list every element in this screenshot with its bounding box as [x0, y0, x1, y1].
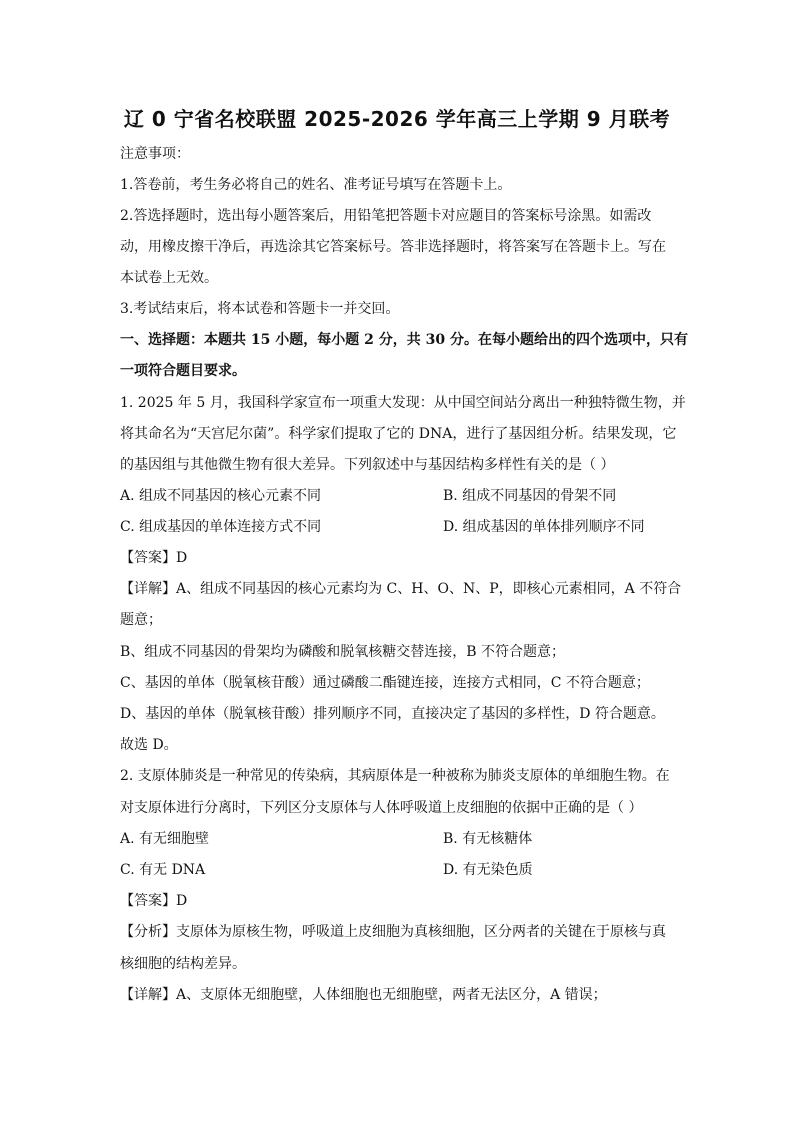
q2-option-c: C. 有无 DNA: [120, 862, 206, 878]
q1-option-d: D. 组成基因的单体排列顺序不同: [443, 519, 645, 535]
notice-item: 2.答选择题时，选出每小题答案后，用铅笔把答题卡对应题目的答案标号涂黑。如需改: [120, 208, 652, 224]
q1-explain: D、基因的单体（脱氧核苷酸）排列顺序不同，直接决定了基因的多样性，D 符合题意。: [120, 706, 665, 722]
section-heading: 一、选择题：本题共 15 小题，每小题 2 分，共 30 分。在每小题给出的四个选项中，只有: [120, 332, 688, 348]
notice-item: 本试卷上无效。: [120, 270, 218, 286]
q1-explain: 【详解】A、组成不同基因的核心元素均为 C、H、O、N、P，即核心元素相同，A 不符合: [120, 581, 682, 597]
q1-explain: B、组成不同基因的骨架均为磷酸和脱氧核糖交替连接，B 不符合题意；: [120, 644, 566, 660]
notice-item: 3.考试结束后，将本试卷和答题卡一并交回。: [120, 301, 400, 317]
notice-item: 1.答卷前，考生务必将自己的姓名、准考证号填写在答题卡上。: [120, 177, 512, 193]
q1-option-a: A. 组成不同基因的核心元素不同: [120, 488, 322, 504]
q1-stem: 将其命名为“天宫尼尔菌”。科学家们提取了它的 DNA，进行了基因组分析。结果发现，它: [120, 426, 677, 442]
notice-item: 动，用橡皮擦干净后，再选涂其它答案标号。答非选择题时，将答案写在答题卡上。写在: [120, 239, 666, 255]
q2-answer: 【答案】D: [120, 893, 188, 909]
page-title: 辽 0 宁省名校联盟 2025-2026 学年高三上学期 9 月联考: [123, 107, 671, 131]
q1-option-b: B. 组成不同基因的骨架不同: [443, 488, 617, 504]
section-heading-cont: 一项符合题目要求。: [120, 363, 246, 379]
q2-option-d: D. 有无染色质: [443, 862, 533, 878]
q1-stem: 1. 2025 年 5 月，我国科学家宣布一项重大发现：从中国空间站分离出一种独特微生物，并: [120, 395, 686, 411]
q1-explain: 题意；: [120, 612, 162, 628]
q1-stem: 的基因组与其他微生物有很大差异。下列叙述中与基因结构多样性有关的是（ ）: [120, 457, 615, 473]
notice-heading: 注意事项：: [120, 146, 190, 162]
q2-option-a: A. 有无细胞壁: [120, 831, 210, 847]
q1-explain: 故选 D。: [120, 737, 178, 753]
q2-analysis: 核细胞的结构差异。: [120, 956, 246, 972]
q2-analysis: 【分析】支原体为原核生物，呼吸道上皮细胞为真核细胞，区分两者的关键在于原核与真: [120, 924, 666, 940]
q1-answer: 【答案】D: [120, 550, 188, 566]
q2-stem: 对支原体进行分离时，下列区分支原体与人体呼吸道上皮细胞的依据中正确的是（ ）: [120, 800, 643, 816]
q1-option-c: C. 组成基因的单体连接方式不同: [120, 519, 322, 535]
q2-option-b: B. 有无核糖体: [443, 831, 533, 847]
q2-stem: 2. 支原体肺炎是一种常见的传染病，其病原体是一种被称为肺炎支原体的单细胞生物。在: [120, 768, 670, 784]
q2-detail: 【详解】A、支原体无细胞壁，人体细胞也无细胞壁，两者无法区分，A 错误；: [120, 987, 607, 1003]
q1-explain: C、基因的单体（脱氧核苷酸）通过磷酸二酯键连接，连接方式相同，C 不符合题意；: [120, 675, 650, 691]
